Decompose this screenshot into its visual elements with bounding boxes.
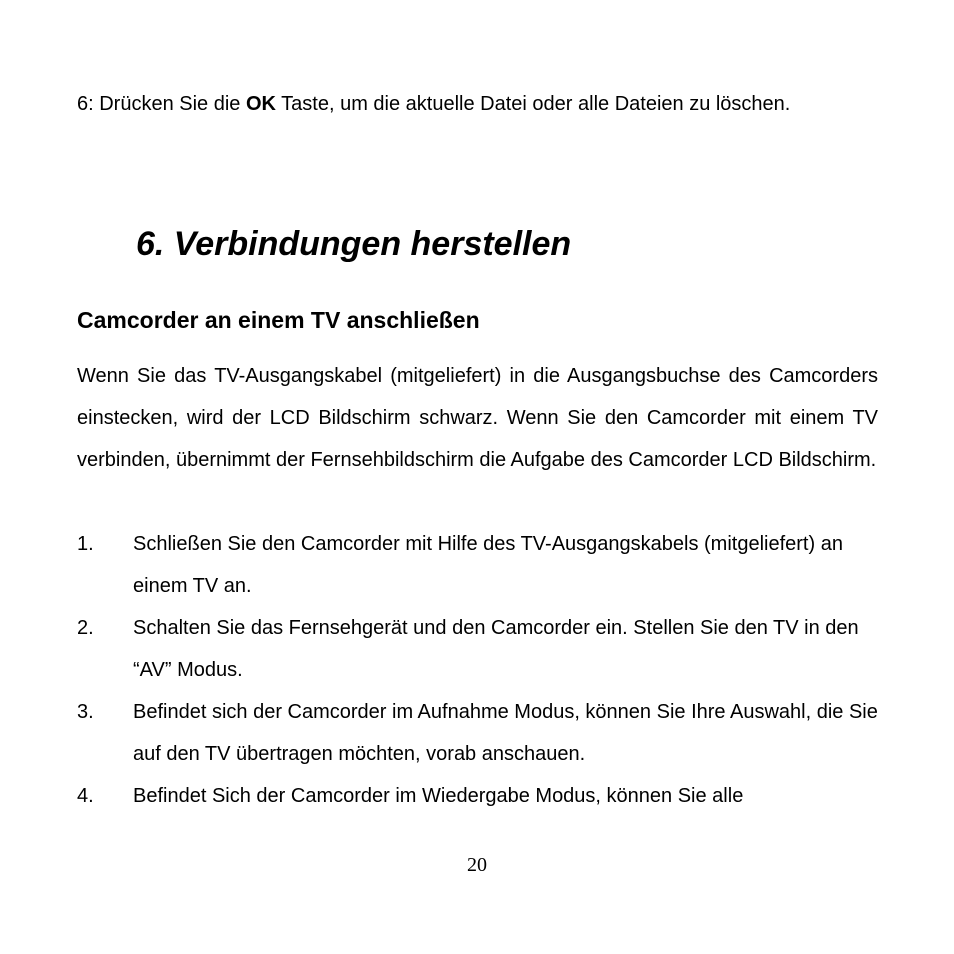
- list-item: [77, 691, 878, 775]
- step-number: 4.: [77, 785, 94, 807]
- intro-text-start: 6: Drücken Sie die: [77, 93, 246, 115]
- section-title: Camcorder an einem TV anschließen: [77, 307, 480, 333]
- list-item: [77, 775, 878, 817]
- ok-key-label: OK: [245, 93, 276, 115]
- step-number: 2.: [77, 617, 94, 639]
- step-text: Befindet sich der Camcorder im Aufnahme Modus, können Sie Ihre Auswahl, die Sie auf den TV übertragen möchten, vorab anschauen.: [133, 701, 878, 765]
- page-number: 20: [467, 854, 487, 876]
- step-number: 1.: [77, 533, 94, 555]
- intro-text-end: Taste, um die aktuelle Datei oder alle Dateien zu löschen.: [275, 93, 791, 115]
- step-number: 3.: [77, 701, 94, 723]
- list-item: [77, 523, 878, 607]
- list-item: [77, 607, 878, 691]
- steps-list: [77, 523, 878, 817]
- chapter-title: 6. Verbindungen herstellen: [136, 225, 572, 263]
- section-paragraph: Wenn Sie das TV-Ausgangskabel (mitgeliefert) in die Ausgangsbuchse des Camcorders einstecken, wird der LCD Bildschirm schwarz. Wenn Sie den Camcorder mit einem TV verbinden, übernimmt der Fernsehbildschirm die Aufgabe des Camcorder LCD Bildschirm.: [77, 365, 878, 471]
- step-text: Schließen Sie den Camcorder mit Hilfe des TV-Ausgangskabels (mitgeliefert) an einem TV an.: [133, 533, 843, 597]
- intro-paragraph: [77, 83, 878, 125]
- step-text: Schalten Sie das Fernsehgerät und den Camcorder ein. Stellen Sie den TV in den “AV” Modus.: [133, 617, 859, 681]
- step-text: Befindet Sich der Camcorder im Wiedergabe Modus, können Sie alle: [133, 785, 744, 807]
